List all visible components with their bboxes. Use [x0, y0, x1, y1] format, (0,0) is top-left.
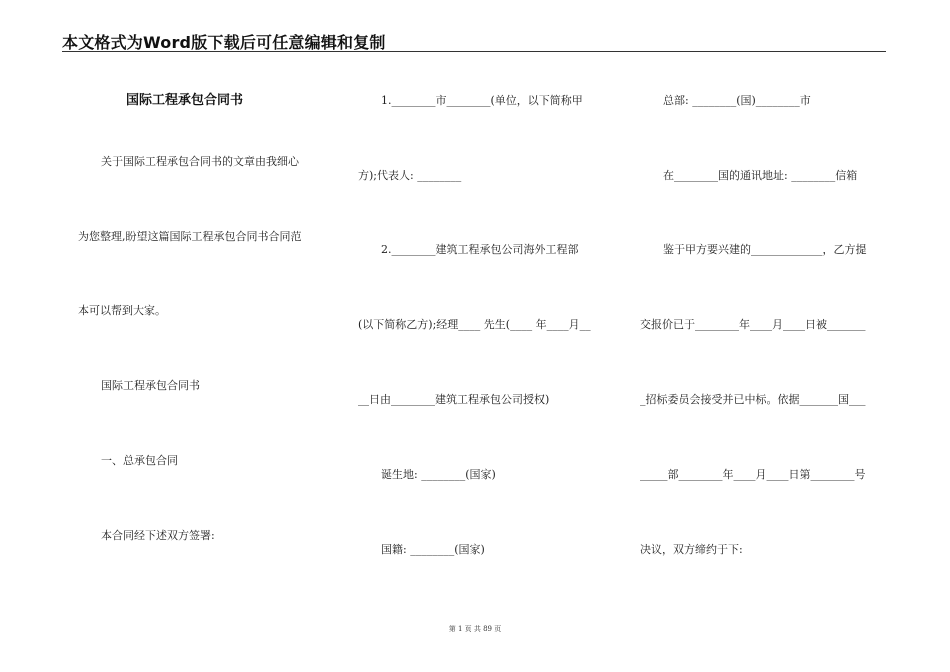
page-number-footer: 第 1 页 共 89 页 [448, 625, 502, 633]
intro-line-1: 关于国际工程承包合同书的文章由我细心 [101, 155, 299, 168]
party-a-line-2: 方);代表人: ________ [358, 169, 462, 182]
recital-line-3: _招标委员会接受并已中标。依据_______国___ [640, 393, 866, 406]
nationality-line: 国籍: ________(国家) [381, 543, 485, 556]
contract-title: 国际工程承包合同书 [126, 93, 244, 108]
recital-line-5: 决议，双方缔约于下: [640, 543, 743, 556]
intro-line-2: 为您整理,盼望这篇国际工程承包合同书合同范 [78, 230, 302, 243]
party-a-line-1: 1.________市________(单位，以下简称甲 [381, 94, 583, 107]
document-header-title: 本文格式为Word版下载后可任意编辑和复制 [62, 33, 386, 52]
signing-statement: 本合同经下述双方签署: [101, 529, 215, 542]
recital-line-2: 交报价已于________年____月____日被_______ [640, 318, 866, 331]
subsection-heading: 一、总承包合同 [101, 454, 178, 467]
party-b-line-2: (以下简称乙方);经理____ 先生(____ 年____月__ [358, 318, 591, 331]
birthplace-line: 诞生地: ________(国家) [381, 468, 496, 481]
header-divider [62, 51, 886, 52]
party-b-line-3: __日由________建筑工程承包公司授权) [358, 393, 550, 406]
party-b-line-1: 2.________建筑工程承包公司海外工程部 [381, 243, 579, 256]
recital-line-4: _____部________年____月____日第________号 [640, 468, 866, 481]
section-heading: 国际工程承包合同书 [101, 379, 200, 392]
recital-line-1: 鉴于甲方要兴建的_____________，乙方提 [663, 243, 867, 256]
address-line: 在________国的通讯地址: ________信箱 [663, 169, 858, 182]
intro-line-3: 本可以帮到大家。 [78, 304, 166, 317]
headquarters-line: 总部: ________(国)________市 [663, 94, 811, 107]
